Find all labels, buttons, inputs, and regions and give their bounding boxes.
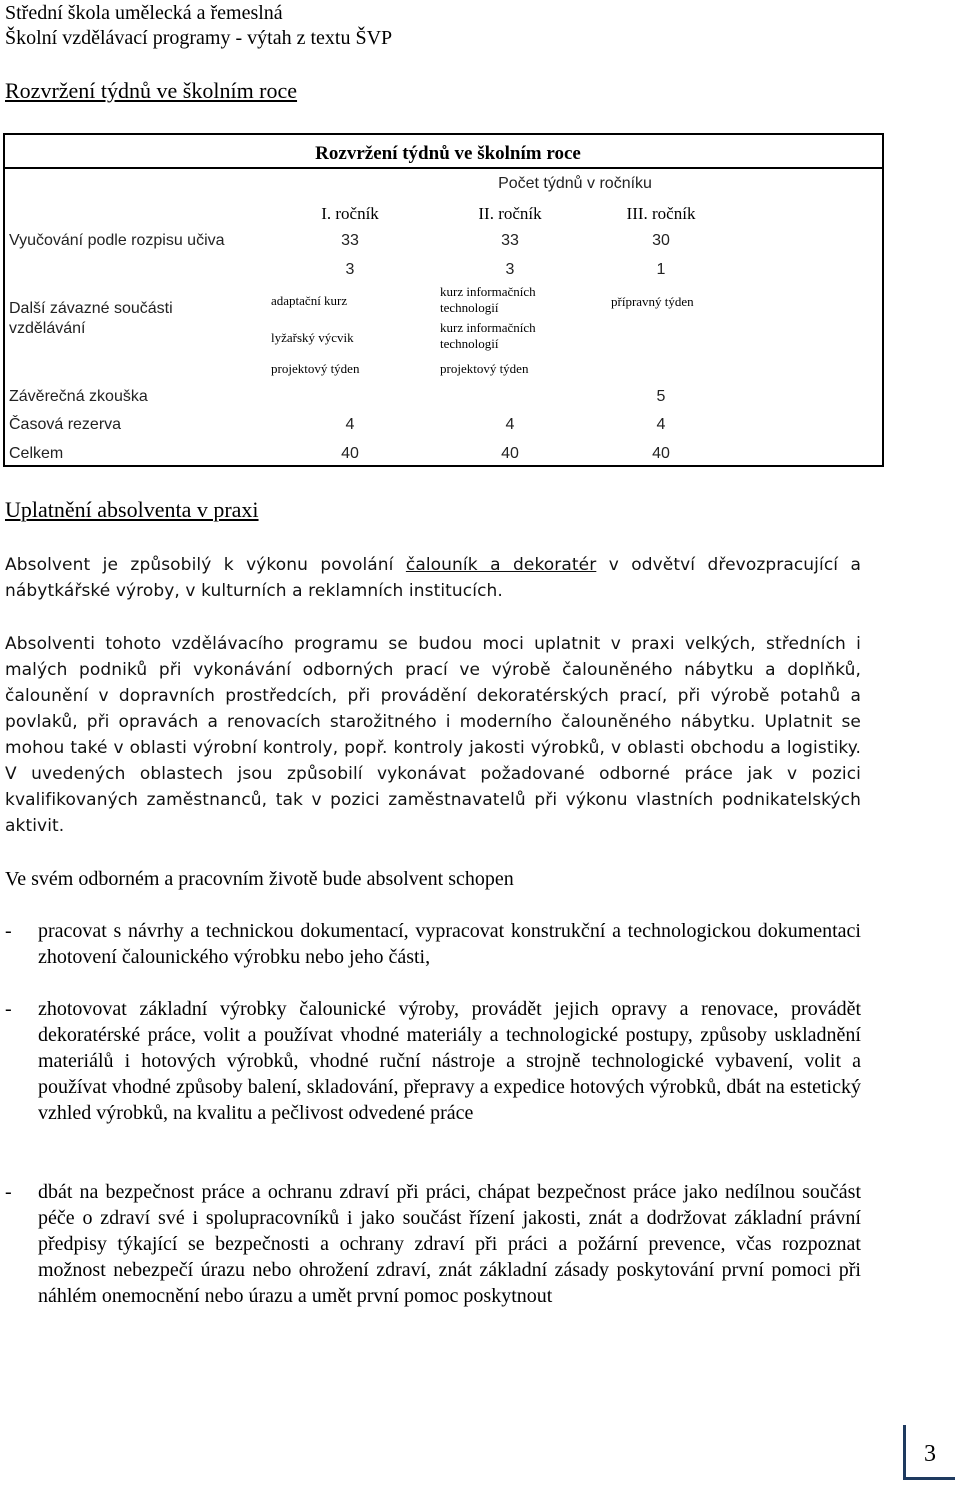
header-school-name: Střední škola umělecká a řemeslná (5, 2, 283, 24)
cell-teaching-year-1: 33 (341, 232, 359, 249)
list-dash: - (5, 920, 12, 942)
list-dash: - (5, 1181, 12, 1203)
paragraph-text: Absolvent je způsobilý k výkonu povolání (5, 555, 406, 575)
section-title-week-schedule: Rozvržení týdnů ve školním roce (5, 78, 298, 103)
cell-total-year-3: 40 (652, 445, 670, 462)
row-label-total: Celkem (9, 445, 64, 462)
week-schedule-table (3, 133, 884, 467)
cell-teaching-year-2: 33 (501, 232, 519, 249)
cell-final-exam-year-3: 5 (656, 388, 666, 405)
other-year-3-item: přípravný týden (611, 294, 694, 309)
cell-other-year-2: 3 (505, 261, 515, 278)
paragraph-graduate-qualification (5, 552, 861, 604)
col-header-year-1: I. ročník (321, 204, 379, 223)
row-label-final-exam: Závěrečná zkouška (9, 388, 148, 405)
list-item-text: pracovat s návrhy a technickou dokumentací, vypracovat konstrukční a technologickou dokumentaci zhotovení čalounického výrobku nebo jeho části, (38, 920, 861, 968)
cell-other-year-3: 1 (656, 261, 666, 278)
list-item-text: dbát na bezpečnost práce a ochranu zdraví při práci, chápat bezpečnost práce jako nedílnou součást péče o zdraví své i spolupracovníků i jako součást řízení jakosti, znát a dodržovat základní právní předpisy týkající se bezpečnosti a ochrany zdraví při práci a požární prevence, včas rozpoznat možnost nebezpečí úrazu nebo ohrožení zdraví, znát základní zásady poskytování první pomoci při náhlém onemocnění nebo úrazu a umět první pomoc poskytnout (38, 1181, 861, 1307)
row-label-other-line2: vzdělávání (9, 320, 86, 337)
section-title-graduate-employment: Uplatnění absolventa v praxi (5, 497, 259, 522)
cell-teaching-year-3: 30 (652, 232, 670, 249)
col-header-year-2: II. ročník (478, 204, 542, 223)
row-label-teaching: Vyučování podle rozpisu učiva (9, 232, 225, 249)
page-number: 3 (905, 1437, 955, 1480)
cell-reserve-year-1: 4 (345, 416, 355, 433)
header-document-subtitle: Školní vzdělávací programy - výtah z textu ŠVP (5, 27, 393, 49)
paragraph-employment-areas: Absolventi tohoto vzdělávacího programu se budou moci uplatnit v praxi velkých, středních i malých podniků při vykonávání odborných prací ve výrobě čalouněného nábytku a doplňků, čalounění v dopravních prostředcích, při provádění dekoratérských prací, při výrobě potahů a povlaků, při opravách a renovacích starožitného i moderního čalouněného nábytku. Uplatnit se mohou také v oblasti výrobní kontroly, popř. kontroly jakosti výrobků, v oblasti obchodu a logistiky. V uvedených oblastech jsou způsobilí vykonávat požadované odborné práce jak v pozici kvalifikovaných zaměstnanců, tak v pozici zaměstnavatelů při výkonu vlastních podnikatelských aktivit. (5, 634, 861, 836)
cell-total-year-2: 40 (501, 445, 519, 462)
other-year-2-item: projektový týden (440, 361, 529, 376)
other-year-1-item: adaptační kurz (271, 293, 348, 308)
occupation-name: čalouník a dekoratér (405, 555, 597, 575)
paragraph-abilities-intro: Ve svém odborném a pracovním životě bude absolvent schopen (5, 868, 514, 890)
other-year-2-item: kurz informačních technologií (440, 284, 536, 315)
other-year-1-item: lyžařský výcvik (271, 330, 354, 345)
list-dash: - (5, 998, 12, 1020)
table-title: Rozvržení týdnů ve školním roce (315, 143, 581, 164)
cell-total-year-1: 40 (341, 445, 359, 462)
row-label-time-reserve: Časová rezerva (9, 416, 122, 433)
row-label-other-line1: Další závazné součásti (9, 300, 173, 317)
paragraph-text: v odvětví dřevozpracující a nábytkářské výroby, v kulturních a reklamních institucích. (5, 555, 862, 601)
list-item (5, 996, 861, 1126)
col-header-year-3: III. ročník (626, 204, 696, 223)
cell-other-year-1: 3 (345, 261, 355, 278)
cell-reserve-year-2: 4 (505, 416, 515, 433)
table-group-header: Počet týdnů v ročníku (498, 175, 652, 192)
other-year-2-item: kurz informačních technologií (440, 320, 536, 351)
table-title-cell (5, 135, 884, 169)
list-item (5, 918, 861, 970)
list-item-text: zhotovovat základní výrobky čalounické výroby, provádět jejich opravy a renovace, provádět dekoratérské práce, volit a používat vhodné materiály a technologické postupy, způsoby uskladnění materiálů i hotových výrobků, vhodné ruční nástroje a strojně technologické vybavení, volit a používat vhodné způsoby balení, skladování, přepravy a expedice hotových výrobků, dbát na estetický vzhled výrobků, na kvalitu a pečlivost odvedené práce (38, 998, 861, 1124)
other-year-1-item: projektový týden (271, 361, 360, 376)
cell-reserve-year-3: 4 (656, 416, 666, 433)
list-item (5, 1179, 861, 1309)
